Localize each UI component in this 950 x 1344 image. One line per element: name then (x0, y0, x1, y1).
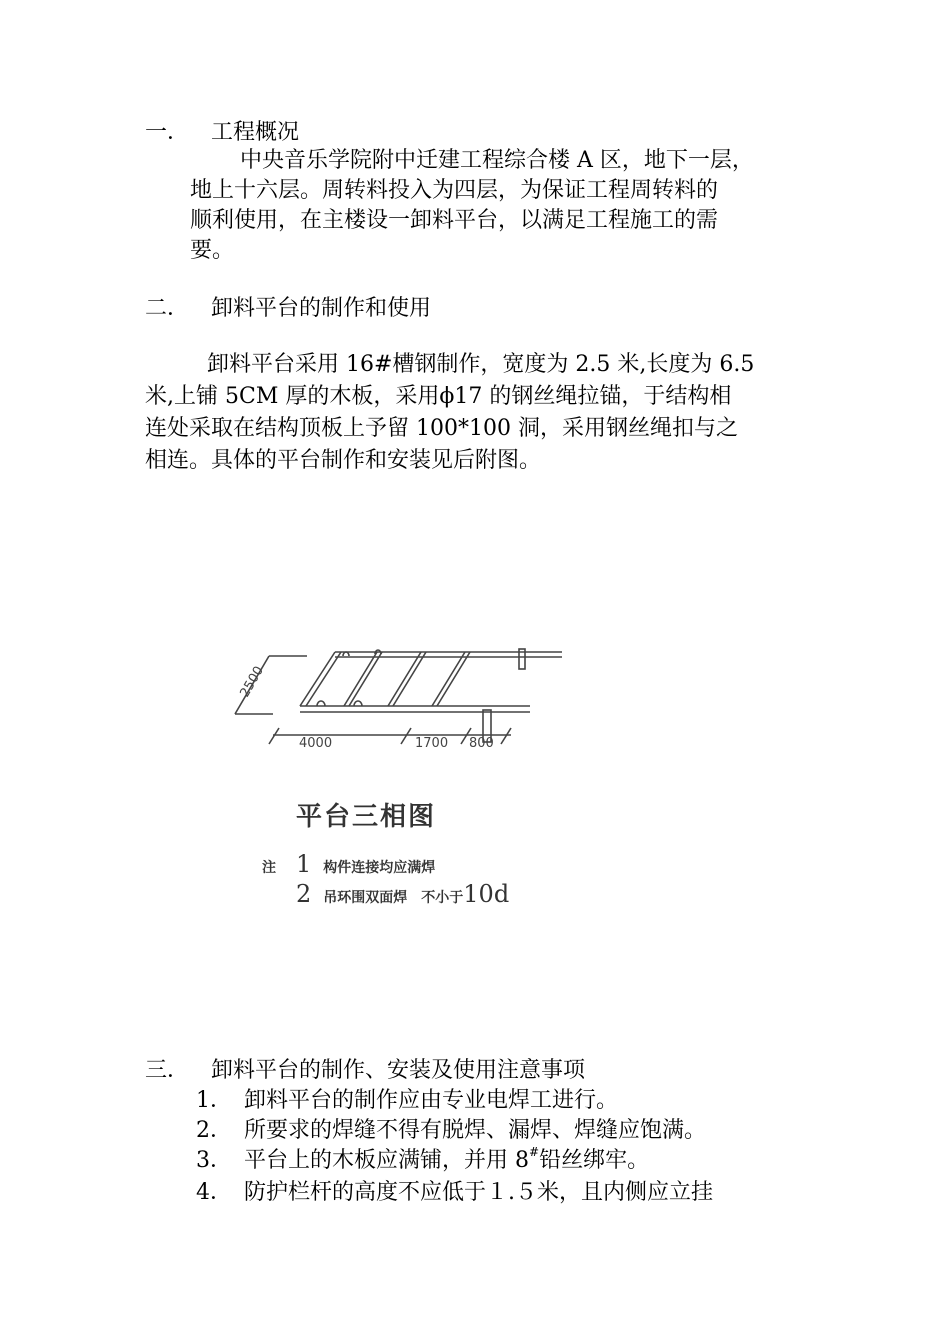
platform-drawing (225, 640, 585, 765)
list-item-number: 3． (196, 1148, 232, 1173)
section3-heading (145, 1056, 585, 1086)
figure-note-1 (262, 850, 435, 878)
list-item-number: 2． (196, 1118, 232, 1143)
section1-paragraph-line: 地上十六层。周转料投入为四层，为保证工程周转料的 (190, 178, 719, 203)
figure-note-2 (296, 880, 509, 908)
note-2-number: 2 (296, 880, 312, 908)
note-2-value: 10d (463, 880, 510, 908)
note-1-number: 1 (296, 850, 312, 878)
note-label: 注 (262, 860, 276, 876)
list-item-text: 所要求的焊缝不得有脱焊、漏焊、焊缝应饱满。 (244, 1118, 707, 1143)
list-item-text: 平台上的木板应满铺，并用 8 (244, 1148, 529, 1173)
dimension-length-a-label: 4000 (299, 736, 333, 751)
section2-paragraph-line: 米,上铺 5CM 厚的木板，采用ϕ17 的钢丝绳拉锚，于结构相 (145, 384, 732, 409)
section3-heading-number: 三． (145, 1058, 190, 1083)
list-item (196, 1146, 649, 1176)
section1-paragraph-line: 要。 (190, 238, 235, 263)
section2-heading-text: 卸料平台的制作和使用 (211, 296, 432, 321)
note-2-text: 吊环围双面焊 不小于 (323, 890, 464, 906)
dimension-length-c-label: 800 (469, 736, 494, 751)
note-1-text: 构件连接均应满焊 (323, 860, 436, 876)
section1-paragraph-line: 中央音乐学院附中迁建工程综合楼 A 区，地下一层， (240, 148, 754, 173)
list-item-text: 卸料平台的制作应由专业电焊工进行。 (244, 1088, 619, 1113)
figure-title: 平台三相图 (296, 802, 437, 832)
dimension-length-b-label: 1700 (415, 736, 449, 751)
section2-paragraph-line: 相连。具体的平台制作和安装见后附图。 (145, 448, 542, 473)
list-item (196, 1116, 706, 1146)
section2-paragraph-line: 卸料平台采用 16#槽钢制作，宽度为 2.5 米,长度为 6.5 (207, 352, 755, 377)
section1-heading-number: 一． (145, 120, 190, 145)
list-item (196, 1086, 618, 1116)
section1-heading-text: 工程概况 (211, 120, 300, 145)
dimension-width-label: 2500 (237, 663, 268, 700)
section3-heading-text: 卸料平台的制作、安装及使用注意事项 (211, 1058, 586, 1083)
section1-heading (145, 118, 299, 148)
list-item-text: 防护栏杆的高度不应低于１.５米，且内侧应立挂 (244, 1180, 713, 1205)
list-item (196, 1178, 713, 1208)
section2-heading-number: 二． (145, 296, 190, 321)
superscript-mark: # (529, 1145, 540, 1159)
list-item-text-tail: 铅丝绑牢。 (539, 1148, 650, 1173)
section2-paragraph-line: 连处采取在结构顶板上予留 100*100 洞，采用钢丝绳扣与之 (145, 416, 738, 441)
section2-heading (145, 294, 431, 324)
list-item-number: 4． (196, 1180, 232, 1205)
list-item-number: 1． (196, 1088, 232, 1113)
section1-paragraph-line: 顺利使用，在主楼设一卸料平台，以满足工程施工的需 (190, 208, 719, 233)
